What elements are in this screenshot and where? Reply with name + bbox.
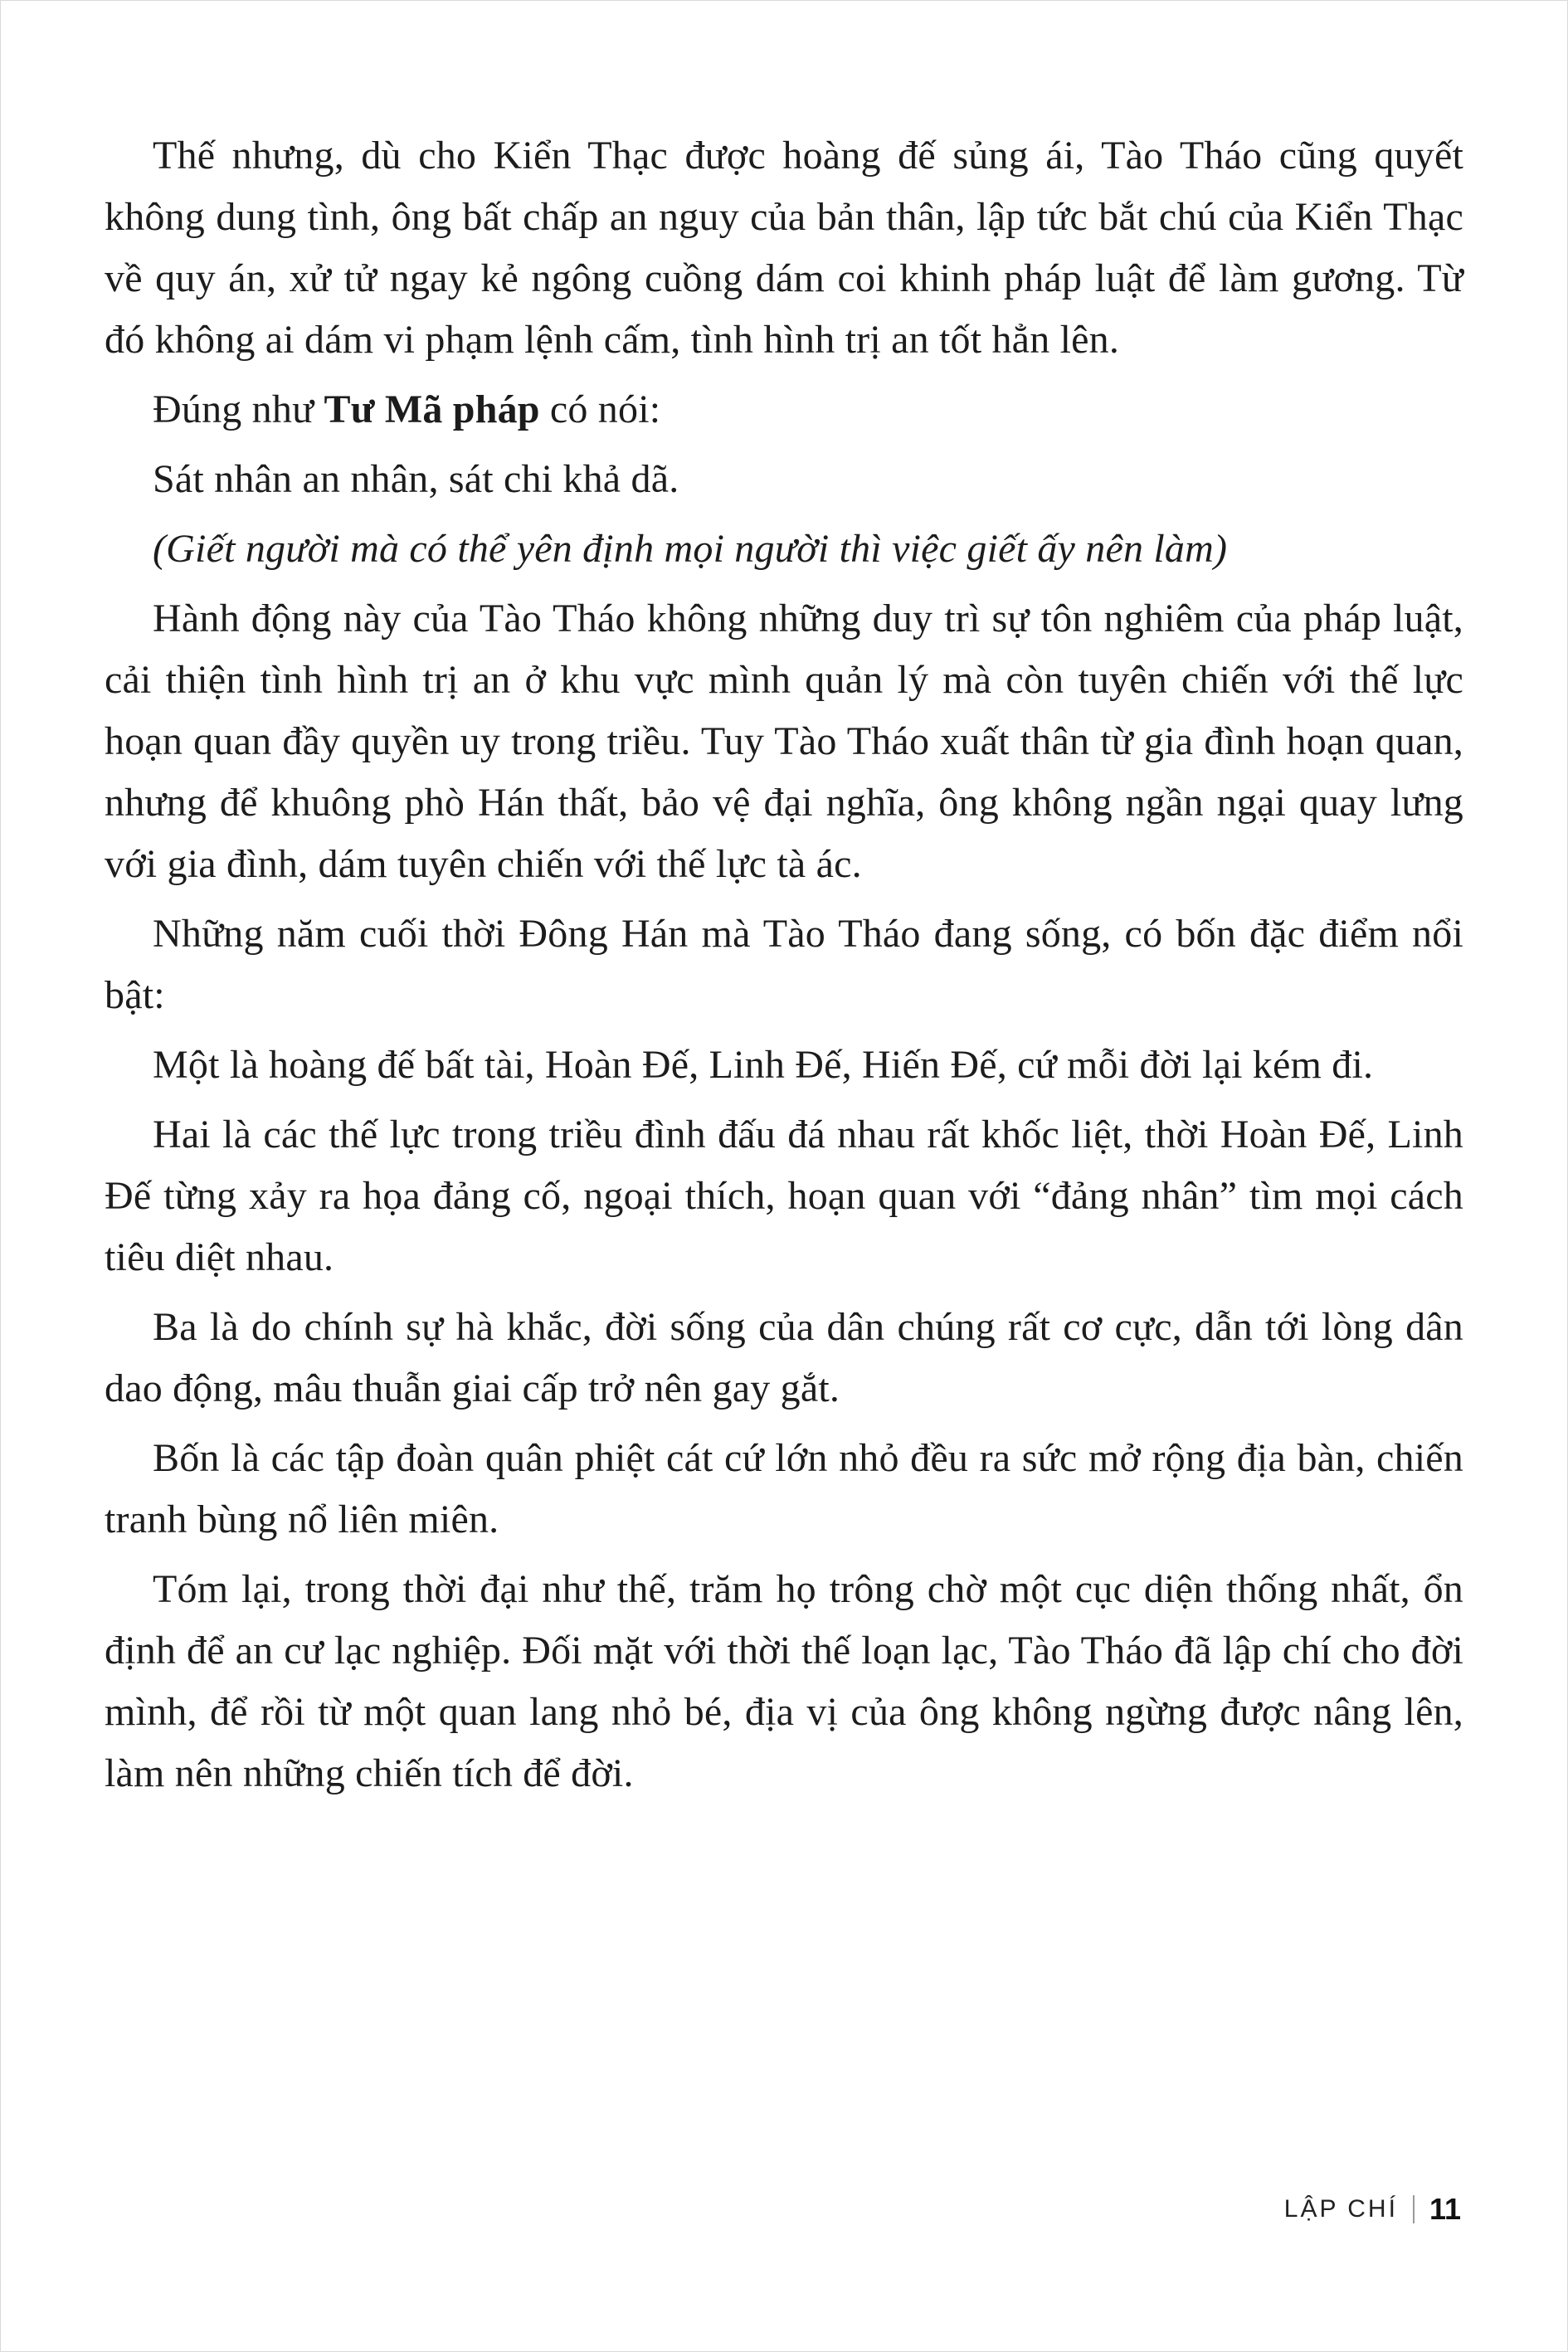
page-content: [105, 125, 1463, 1813]
text-run: có nói:: [539, 387, 661, 431]
page-footer: [1284, 2192, 1461, 2227]
footer-page-number: 11: [1429, 2192, 1461, 2226]
text-run: (Giết người mà có thể yên định mọi người thì việc giết ấy nên làm): [153, 527, 1228, 571]
paragraph-11: [105, 1559, 1463, 1804]
footer-divider: [1413, 2195, 1415, 2223]
text-run: Đúng như: [153, 387, 324, 431]
text-run: Một là hoàng đế bất tài, Hoàn Đế, Linh Đế, Hiến Đế, cứ mỗi đời lại kém đi.: [153, 1043, 1374, 1087]
text-run: Tư Mã pháp: [324, 387, 540, 431]
paragraph-5: [105, 588, 1463, 895]
paragraph-4-translation: [105, 519, 1463, 580]
paragraph-8: [105, 1104, 1463, 1288]
text-run: Ba là do chính sự hà khắc, đời sống của dân chúng rất cơ cực, dẫn tới lòng dân dao động, mâu thuẫn giai cấp trở nên gay gắt.: [105, 1305, 1463, 1410]
text-run: Hai là các thế lực trong triều đình đấu đá nhau rất khốc liệt, thời Hoàn Đế, Linh Đế từng xảy ra họa đảng cố, ngoại thích, hoạn quan với “đảng nhân” tìm mọi cách tiêu diệt nhau.: [105, 1113, 1463, 1279]
footer-section-title: LẬP CHÍ: [1283, 2195, 1398, 2223]
text-run: Những năm cuối thời Đông Hán mà Tào Tháo đang sống, có bốn đặc điểm nổi bật:: [105, 912, 1463, 1017]
text-run: Bốn là các tập đoàn quân phiệt cát cứ lớn nhỏ đều ra sức mở rộng địa bàn, chiến tranh bùng nổ liên miên.: [105, 1436, 1463, 1541]
text-run: Thế nhưng, dù cho Kiển Thạc được hoàng đế sủng ái, Tào Tháo cũng quyết không dung tình, ông bất chấp an nguy của bản thân, lập tức bắt chú của Kiển Thạc về quy án, xử tử ngay kẻ ngông cuồng dám coi khinh pháp luật để làm gương. Từ đó không ai dám vi phạm lệnh cấm, tình hình trị an tốt hẳn lên.: [105, 134, 1463, 362]
paragraph-2: [105, 379, 1463, 441]
text-run: Tóm lại, trong thời đại như thế, trăm họ trông chờ một cục diện thống nhất, ổn định để an cư lạc nghiệp. Đối mặt với thời thế loạn lạc, Tào Tháo đã lập chí cho đời mình, để rồi từ một quan lang nhỏ bé, địa vị của ông không ngừng được nâng lên, làm nên những chiến tích để đời.: [105, 1567, 1463, 1795]
paragraph-1: [105, 125, 1463, 371]
paragraph-3-quote: [105, 449, 1463, 510]
paragraph-9: [105, 1297, 1463, 1419]
paragraph-7: [105, 1035, 1463, 1096]
text-run: Hành động này của Tào Tháo không những duy trì sự tôn nghiêm của pháp luật, cải thiện tình hình trị an ở khu vực mình quản lý mà còn tuyên chiến với thế lực hoạn quan đầy quyền uy trong triều. Tuy Tào Tháo xuất thân từ gia đình hoạn quan, nhưng để khuông phò Hán thất, bảo vệ đại nghĩa, ông không ngần ngại quay lưng với gia đình, dám tuyên chiến với thế lực tà ác.: [105, 597, 1463, 886]
text-run: Sát nhân an nhân, sát chi khả dã.: [153, 457, 679, 501]
paragraph-10: [105, 1428, 1463, 1551]
paragraph-6: [105, 903, 1463, 1026]
